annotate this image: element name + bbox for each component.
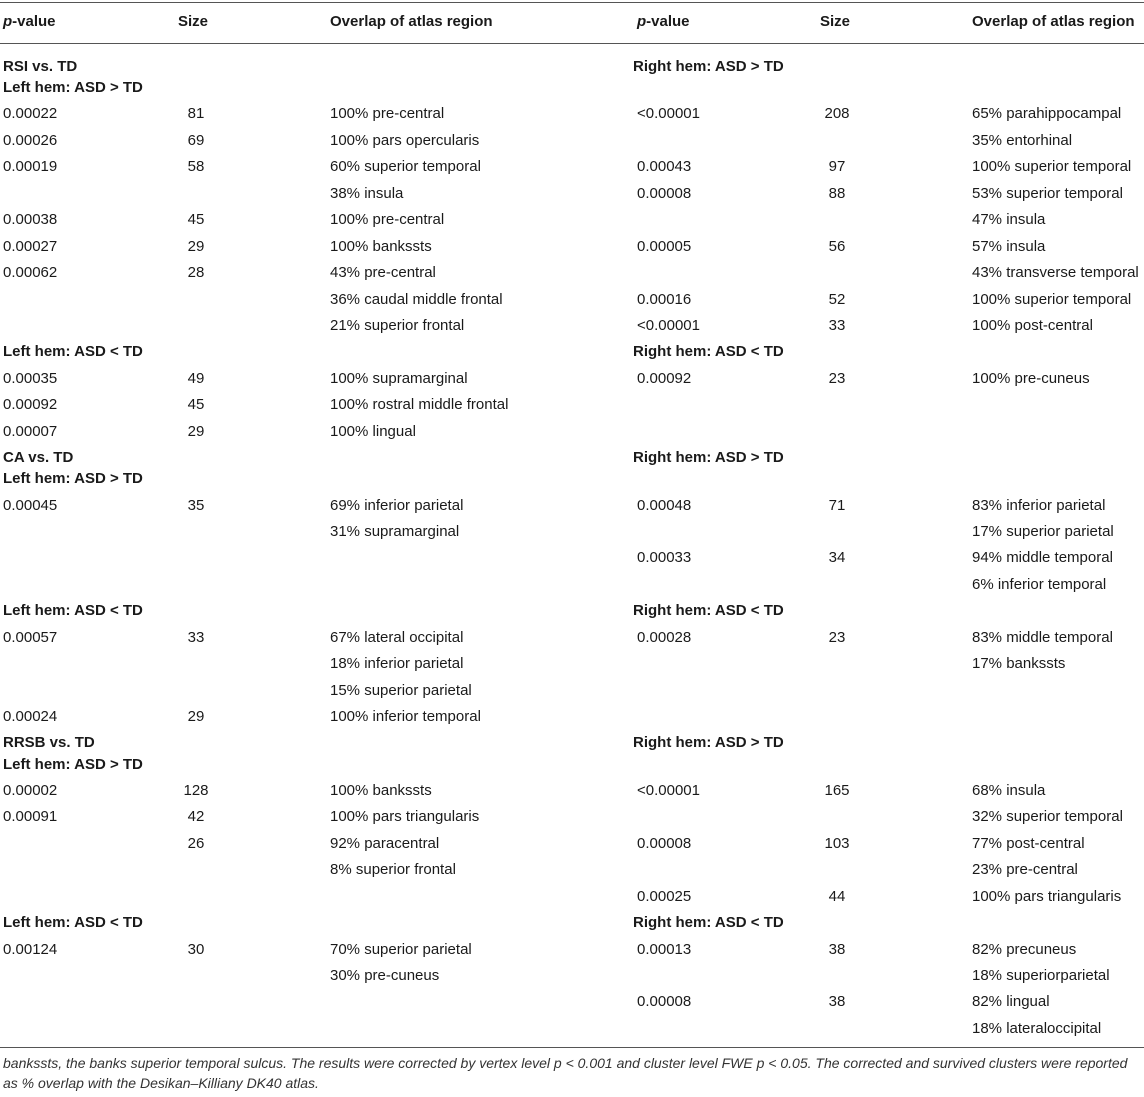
right-p-value-cell: 0.00048 [637, 497, 692, 514]
right-p-value-cell: 0.00013 [637, 941, 692, 958]
left-region-cell: 15% superior parietal [330, 682, 472, 699]
left-p-value-cell: 0.00019 [3, 158, 58, 175]
header-overlap-right: Overlap of atlas region [972, 13, 1135, 30]
right-region-cell: 32% superior temporal [972, 808, 1123, 825]
left-region-cell: 100% pre-central [330, 211, 445, 228]
left-size-cell: 49 [187, 370, 205, 387]
right-size-cell: 38 [828, 993, 846, 1010]
right-region-cell: 17% bankssts [972, 655, 1066, 672]
right-p-value-cell: 0.00008 [637, 185, 692, 202]
right-size-cell: 23 [828, 370, 846, 387]
right-region-cell: 82% precuneus [972, 941, 1077, 958]
left-region-cell: 100% pars opercularis [330, 132, 480, 149]
bottom-rule [0, 1047, 1144, 1048]
left-size-cell: 42 [187, 808, 205, 825]
left-p-value-cell: 0.00038 [3, 211, 58, 228]
right-size-cell: 33 [828, 317, 846, 334]
left-section-label: Left hem: ASD < TD [3, 914, 143, 931]
left-p-value-cell: 0.00002 [3, 782, 58, 799]
left-p-value-cell: 0.00027 [3, 238, 58, 255]
right-region-cell: 23% pre-central [972, 861, 1078, 878]
right-region-cell: 57% insula [972, 238, 1046, 255]
right-p-value-cell: <0.00001 [637, 105, 700, 122]
right-size-cell: 97 [828, 158, 846, 175]
right-size-cell: 23 [828, 629, 846, 646]
left-size-cell: 29 [187, 423, 205, 440]
right-size-cell: 208 [824, 105, 850, 122]
right-size-cell: 165 [824, 782, 850, 799]
right-p-value-cell: 0.00028 [637, 629, 692, 646]
right-p-value-cell: 0.00005 [637, 238, 692, 255]
left-size-cell: 128 [183, 782, 209, 799]
left-p-value-cell: 0.00007 [3, 423, 58, 440]
top-rule [0, 2, 1144, 3]
right-size-cell: 52 [828, 291, 846, 308]
right-region-cell: 18% lateraloccipital [972, 1020, 1102, 1037]
right-section-label: Right hem: ASD > TD [633, 58, 784, 75]
left-section-label: Left hem: ASD < TD [3, 343, 143, 360]
header-size-right: Size [820, 13, 851, 30]
right-size-cell: 34 [828, 549, 846, 566]
right-region-cell: 100% post-central [972, 317, 1093, 334]
left-region-cell: 67% lateral occipital [330, 629, 464, 646]
right-section-label: Right hem: ASD < TD [633, 343, 784, 360]
right-region-cell: 35% entorhinal [972, 132, 1073, 149]
left-p-value-cell: 0.00024 [3, 708, 58, 725]
left-region-cell: 60% superior temporal [330, 158, 481, 175]
left-region-cell: 100% bankssts [330, 782, 432, 799]
left-region-cell: 100% rostral middle frontal [330, 396, 509, 413]
left-size-cell: 26 [187, 835, 205, 852]
header-overlap-left: Overlap of atlas region [330, 13, 493, 30]
right-region-cell: 18% superiorparietal [972, 967, 1110, 984]
right-section-label: Right hem: ASD < TD [633, 602, 784, 619]
header-p-value-left: p-value [3, 13, 56, 30]
right-size-cell: 71 [828, 497, 846, 514]
left-size-cell: 28 [187, 264, 205, 281]
left-size-cell: 29 [187, 238, 205, 255]
right-region-cell: 100% superior temporal [972, 291, 1132, 308]
right-size-cell: 88 [828, 185, 846, 202]
right-p-value-cell: <0.00001 [637, 782, 700, 799]
right-region-cell: 17% superior parietal [972, 523, 1114, 540]
left-size-cell: 30 [187, 941, 205, 958]
right-region-cell: 53% superior temporal [972, 185, 1123, 202]
left-region-cell: 36% caudal middle frontal [330, 291, 503, 308]
left-p-value-cell: 0.00091 [3, 808, 58, 825]
left-section-label: Left hem: ASD > TD [3, 79, 143, 96]
left-region-cell: 100% inferior temporal [330, 708, 481, 725]
left-size-cell: 35 [187, 497, 205, 514]
right-region-cell: 6% inferior temporal [972, 576, 1107, 593]
right-region-cell: 83% inferior parietal [972, 497, 1106, 514]
right-region-cell: 83% middle temporal [972, 629, 1113, 646]
right-size-cell: 56 [828, 238, 846, 255]
left-section-label: Left hem: ASD < TD [3, 602, 143, 619]
left-p-value-cell: 0.00057 [3, 629, 58, 646]
left-region-cell: 8% superior frontal [330, 861, 456, 878]
right-p-value-cell: <0.00001 [637, 317, 700, 334]
left-p-value-cell: 0.00092 [3, 396, 58, 413]
left-region-cell: 70% superior parietal [330, 941, 472, 958]
left-region-cell: 18% inferior parietal [330, 655, 464, 672]
left-section-label: CA vs. TD [3, 449, 74, 466]
left-region-cell: 69% inferior parietal [330, 497, 464, 514]
right-p-value-cell: 0.00025 [637, 888, 692, 905]
right-p-value-cell: 0.00033 [637, 549, 692, 566]
left-size-cell: 33 [187, 629, 205, 646]
left-p-value-cell: 0.00062 [3, 264, 58, 281]
right-size-cell: 38 [828, 941, 846, 958]
left-region-cell: 100% lingual [330, 423, 416, 440]
left-size-cell: 45 [187, 211, 205, 228]
right-region-cell: 100% superior temporal [972, 158, 1132, 175]
left-region-cell: 100% pre-central [330, 105, 445, 122]
right-region-cell: 100% pars triangularis [972, 888, 1122, 905]
left-region-cell: 21% superior frontal [330, 317, 465, 334]
left-size-cell: 58 [187, 158, 205, 175]
left-region-cell: 92% paracentral [330, 835, 440, 852]
right-region-cell: 68% insula [972, 782, 1046, 799]
left-region-cell: 43% pre-central [330, 264, 436, 281]
right-section-label: Right hem: ASD > TD [633, 734, 784, 751]
left-size-cell: 69 [187, 132, 205, 149]
left-section-label: RRSB vs. TD [3, 734, 95, 751]
left-p-value-cell: 0.00035 [3, 370, 58, 387]
left-section-label: Left hem: ASD > TD [3, 470, 143, 487]
left-size-cell: 29 [187, 708, 205, 725]
left-region-cell: 100% pars triangularis [330, 808, 480, 825]
left-p-value-cell: 0.00124 [3, 941, 58, 958]
right-p-value-cell: 0.00043 [637, 158, 692, 175]
right-region-cell: 65% parahippocampal [972, 105, 1122, 122]
right-p-value-cell: 0.00016 [637, 291, 692, 308]
left-region-cell: 100% bankssts [330, 238, 432, 255]
right-p-value-cell: 0.00092 [637, 370, 692, 387]
left-size-cell: 45 [187, 396, 205, 413]
right-region-cell: 94% middle temporal [972, 549, 1113, 566]
right-region-cell: 77% post-central [972, 835, 1085, 852]
header-rule [0, 43, 1144, 44]
left-region-cell: 100% supramarginal [330, 370, 468, 387]
right-section-label: Right hem: ASD < TD [633, 914, 784, 931]
left-section-label: Left hem: ASD > TD [3, 756, 143, 773]
right-region-cell: 43% transverse temporal [972, 264, 1139, 281]
left-region-cell: 38% insula [330, 185, 404, 202]
right-region-cell: 82% lingual [972, 993, 1050, 1010]
table-footnote: bankssts, the banks superior temporal sulcus. The results were corrected by vertex level p < 0.001 and cluster level FWE p < 0.05. The corrected and survived clusters were reported as % overlap with the Desikan–Killiany DK40 atlas. [3, 1055, 1128, 1091]
left-region-cell: 31% supramarginal [330, 523, 460, 540]
left-section-label: RSI vs. TD [3, 58, 78, 75]
left-p-value-cell: 0.00045 [3, 497, 58, 514]
right-size-cell: 103 [824, 835, 850, 852]
left-p-value-cell: 0.00026 [3, 132, 58, 149]
header-size-left: Size [178, 13, 209, 30]
right-section-label: Right hem: ASD > TD [633, 449, 784, 466]
left-size-cell: 81 [187, 105, 205, 122]
header-p-value-right: p-value [637, 13, 690, 30]
right-region-cell: 47% insula [972, 211, 1046, 228]
right-region-cell: 100% pre-cuneus [972, 370, 1090, 387]
left-region-cell: 30% pre-cuneus [330, 967, 440, 984]
right-size-cell: 44 [828, 888, 846, 905]
right-p-value-cell: 0.00008 [637, 993, 692, 1010]
right-p-value-cell: 0.00008 [637, 835, 692, 852]
left-p-value-cell: 0.00022 [3, 105, 58, 122]
